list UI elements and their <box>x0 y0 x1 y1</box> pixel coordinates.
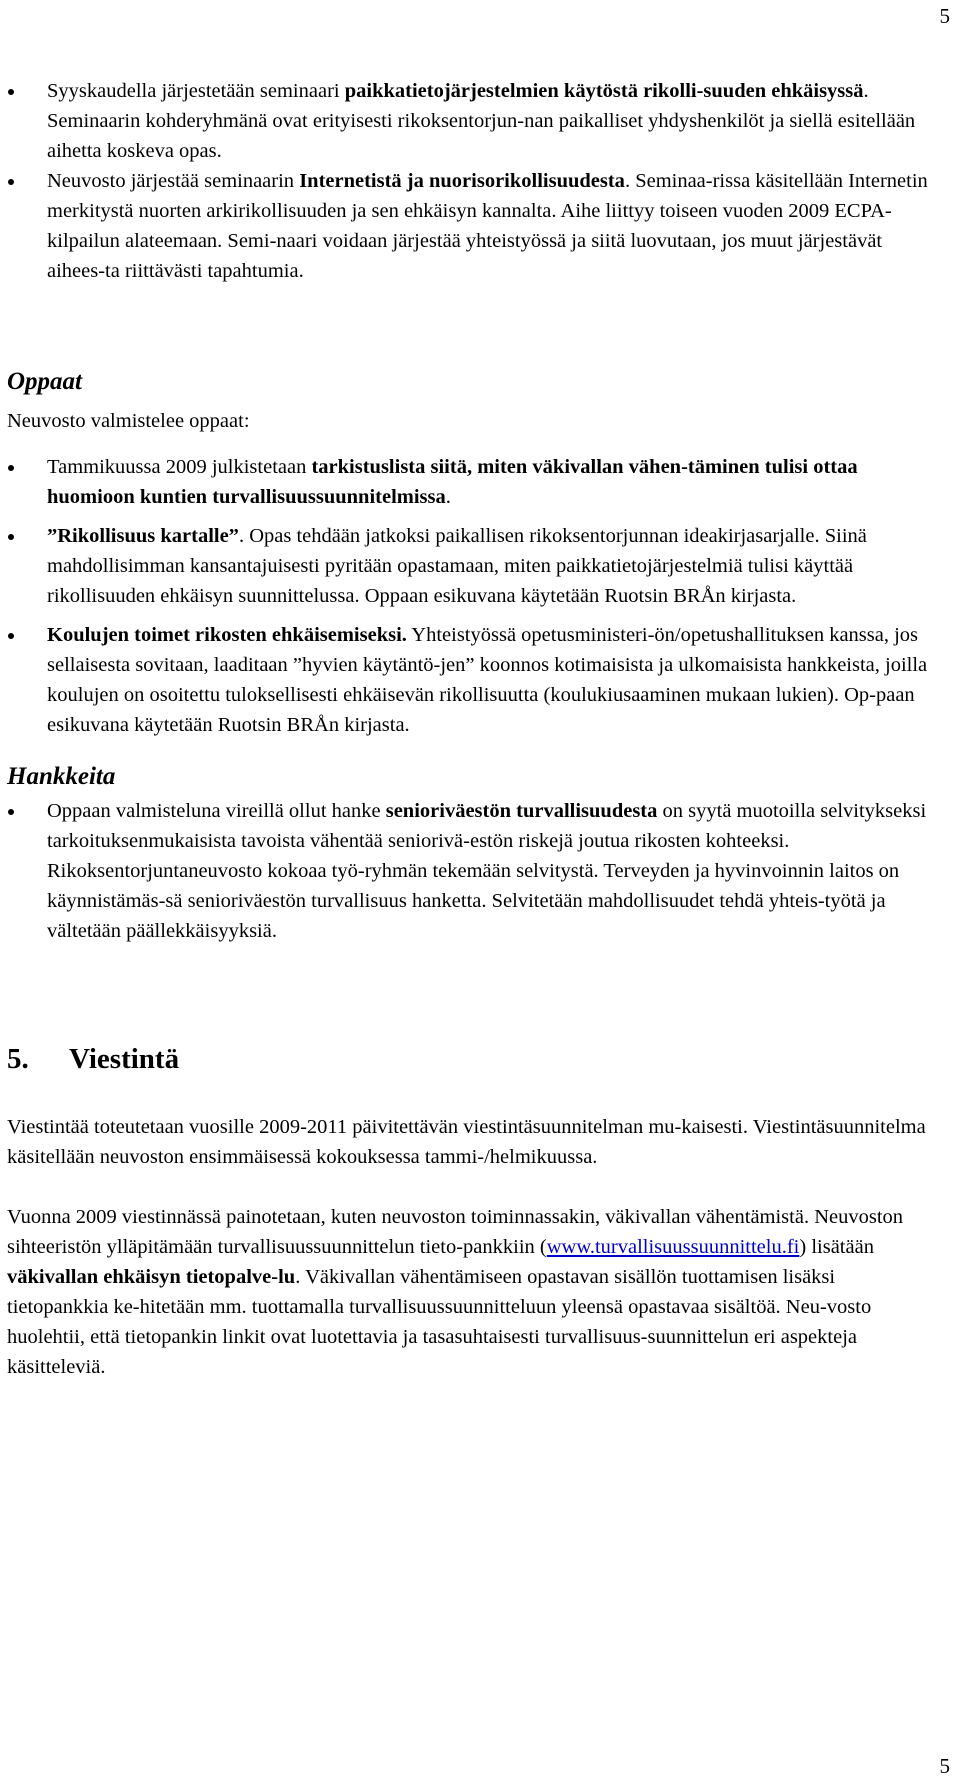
item-emphasis: senioriväestön turvallisuudesta <box>385 800 658 822</box>
list-item <box>7 452 937 512</box>
item-emphasis: tarkistuslista siitä, miten väkivallan vähen-täminen tulisi ottaa huomioon kuntien turvallisuussuunnitelmissa <box>47 456 858 508</box>
list-item <box>7 76 937 166</box>
paragraph-text: ) lisätään <box>799 1236 874 1258</box>
item-text: Oppaan valmisteluna vireillä ollut hanke <box>47 800 386 822</box>
paragraph <box>7 1202 937 1382</box>
section-heading-hankkeita: Hankkeita <box>7 763 116 790</box>
item-text: Syyskaudella järjestetään seminaari <box>47 80 345 102</box>
list-item <box>7 166 937 286</box>
chapter-number: 5. <box>7 1043 29 1075</box>
list-item <box>7 620 937 740</box>
section-heading-oppaat: Oppaat <box>7 368 82 395</box>
page-number-bottom: 5 <box>939 1754 950 1778</box>
paragraph: Viestintää toteutetaan vuosille 2009-2011 päivitettävän viestintäsuunnitelman mu-kaisesti. Viestintäsuunnitelma käsitellään neuvoston ensimmäisessä kokouksessa tammi-/helmikuussa. <box>7 1116 926 1168</box>
item-text: . <box>445 486 451 508</box>
list-item <box>7 521 937 611</box>
website-link[interactable]: www.turvallisuussuunnittelu.fi <box>546 1236 800 1258</box>
page-number-top: 5 <box>939 4 950 28</box>
paragraph-text: . Väkivallan vähentämiseen opastavan sisällön tuottamisen lisäksi tietopankkia ke-hitetään mm. tuottamalla turvallisuussuunnitteluun yleensä opastavaa sisältöä. Neu-vosto huolehtii, että tietopankin linkit ovat luotettavia ja tasasuhtaisesti turvallisuus-suunnittelun eri aspekteja käsitteleviä. <box>7 1266 872 1378</box>
item-text: . Opas tehdään jatkoksi paikallisen rikoksentorjunnan ideakirjasarjalle. Siinä mahdollisimman kansantajuisesti pyritään opastamaan, miten paikkatietojärjestelmiä tulisi käyttää rikollisuuden ehkäisyn suunnittelussa. Oppaan esikuvana käytetään Ruotsin BRÅn kirjasta. <box>47 525 867 607</box>
document-body <box>7 76 937 1382</box>
item-text: Yhteistyössä opetusministeri-ön/opetushallituksen kanssa, jos sellaisesta sovitaan, laaditaan ”hyvien käytäntö-jen” koonnos kotimaisista ja ulkomaisista hankkeista, joilla koulujen on osoitettu tuloksellisesti ehkäisevän rikollisuutta (koulukiusaaminen mukaan lukien). Op-paan esikuvana käytetään Ruotsin BRÅn kirjasta. <box>47 624 928 736</box>
list-item <box>7 796 937 946</box>
item-text: Neuvosto järjestää seminaarin <box>47 170 300 192</box>
chapter-title: Viestintä <box>69 1043 180 1075</box>
item-text: . Seminaa-rissa käsitellään Internetin merkitystä nuorten arkirikollisuuden ja sen ehkäisyn kannalta. Aihe liittyy toiseen vuoden 2009 ECPA-kilpailun alateemaan. Semi-naari voidaan järjestää yhteistyössä ja siitä luovutaan, jos muut järjestävät aihees-ta riittävästi tapahtumia. <box>47 170 928 282</box>
paragraph-text: Vuonna 2009 viestinnässä painotetaan, kuten neuvoston toiminnassakin, väkivallan vähentämistä. Neuvoston sihteeristön ylläpitämään turvallisuussuunnittelun tieto-pankkiin ( <box>7 1206 904 1258</box>
item-emphasis: paikkatietojärjestelmien käytöstä rikolli-suuden ehkäisyssä <box>344 80 864 102</box>
item-text: . Seminaarin kohderyhmänä ovat erityisesti rikoksentorjun-nan paikalliset yhdyshenkilöt ja siellä esitellään aihetta koskeva opas. <box>47 80 916 162</box>
item-text: on syytä muotoilla selvitykseksi tarkoituksenmukaisista tavoista vähentää seniorivä-estön riskejä joutua rikosten kohteeksi. Rikoksentorjuntaneuvosto kokoaa työ-ryhmän tekemään selvitystä. Terveyden ja hyvinvoinnin laitos on käynnistämäs-sä senioriväestön turvallisuus hanketta. Selvitetään mahdollisuudet tehdä yhteis-työtä ja vältetään päällekkäisyyksiä. <box>47 800 927 942</box>
oppaat-intro: Neuvosto valmistelee oppaat: <box>7 410 250 432</box>
oppaat-list <box>7 452 937 740</box>
item-emphasis: Koulujen toimet rikosten ehkäisemiseksi. <box>47 624 407 646</box>
hankkeita-list <box>7 796 937 946</box>
item-text: Tammikuussa 2009 julkistetaan <box>47 456 312 478</box>
paragraph-emphasis: väkivallan ehkäisyn tietopalve-lu <box>7 1266 296 1288</box>
seminar-list <box>7 76 937 286</box>
item-emphasis: ”Rikollisuus kartalle” <box>47 525 239 547</box>
item-emphasis: Internetistä ja nuorisorikollisuudesta <box>299 170 625 192</box>
chapter-heading <box>7 1042 937 1076</box>
